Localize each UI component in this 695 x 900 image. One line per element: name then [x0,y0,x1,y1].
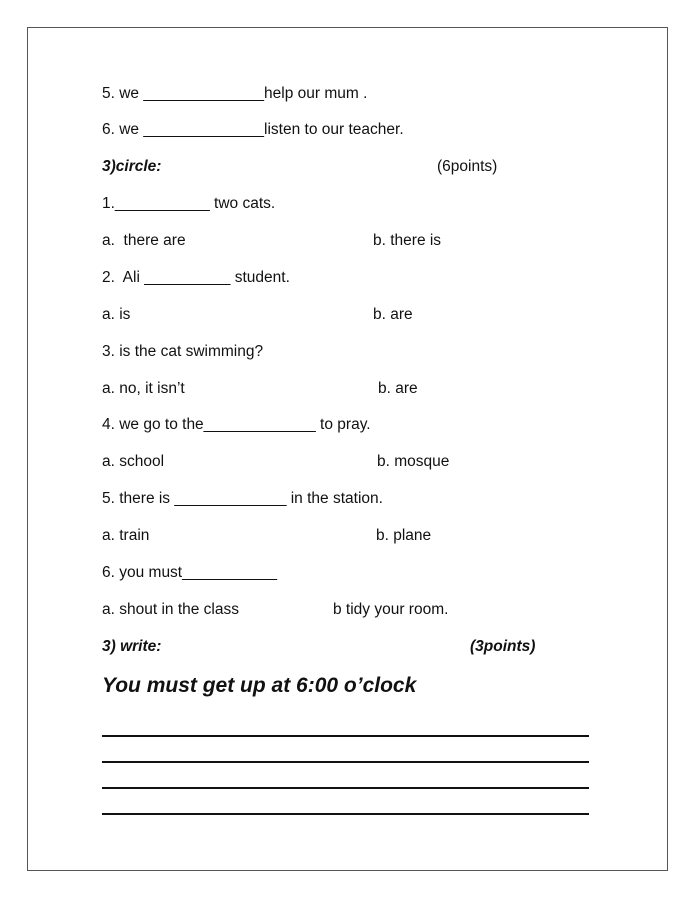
page-border [27,27,668,871]
circle-question-5: 5. there is _____________ in the station. [102,490,383,507]
answer-line-4[interactable] [102,813,589,815]
answer-line-3[interactable] [102,787,589,789]
circle-q2-option-b: b. are [373,306,413,323]
write-section-points: (3points) [470,638,536,655]
circle-question-6: 6. you must___________ [102,564,277,581]
write-section-title: 3) write: [102,638,162,655]
circle-q6-option-a: a. shout in the class [102,601,239,618]
circle-q1-option-a: a. there are [102,232,186,249]
circle-q5-option-a: a. train [102,527,150,544]
circle-q3-option-b: b. are [378,380,418,397]
circle-q5-option-b: b. plane [376,527,432,544]
circle-q1-option-b: b. there is [373,232,442,249]
circle-section-title: 3)circle: [102,158,162,175]
circle-q6-option-b: b tidy your room. [333,601,449,618]
fill-item-5: 5. we ______________help our mum . [102,85,368,102]
answer-line-1[interactable] [102,735,589,737]
circle-section-points: (6points) [437,158,498,175]
answer-line-2[interactable] [102,761,589,763]
write-prompt-sentence: You must get up at 6:00 o’clock [102,674,417,697]
circle-q3-option-a: a. no, it isn’t [102,380,185,397]
circle-q4-option-a: a. school [102,453,165,470]
circle-question-3: 3. is the cat swimming? [102,343,264,360]
circle-question-2: 2. Ali __________ student. [102,269,290,286]
circle-question-1: 1.___________ two cats. [102,195,276,212]
circle-question-4: 4. we go to the_____________ to pray. [102,416,371,433]
circle-q2-option-a: a. is [102,306,131,323]
circle-q4-option-b: b. mosque [377,453,450,470]
fill-item-6: 6. we ______________listen to our teacher. [102,121,404,138]
